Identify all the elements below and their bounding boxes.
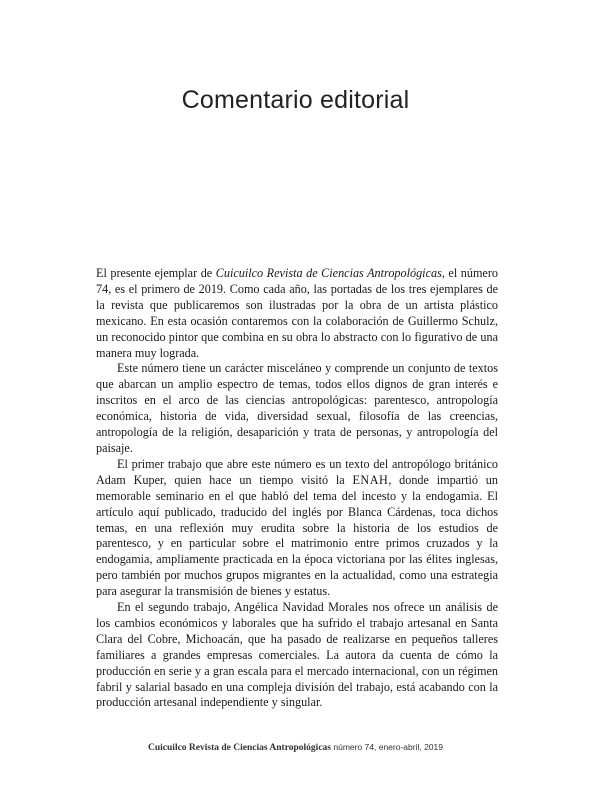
footer-issue-info: número 74, enero-abril, 2019 xyxy=(333,742,443,752)
enah-acronym: ENAH xyxy=(352,472,389,487)
paragraph-1-text-end: , el número 74, es el primero de 2019. Como cada año, las portadas de los tres ejemplares de la revista que publicaremos son ilustradas por la obra de un artista plástico mexicano. En esta ocasión contaremos con la colaboración de Guillermo Schulz, un reconocido pintor que combina en su obra lo abstracto con lo figurativo de una manera muy lograda. xyxy=(96,266,498,360)
paragraph-3-text-end: , donde impartió un memorable seminario en el que habló del tema del incesto y la endogamia. El artículo aquí publicado, traducido del inglés por Blanca Cárdenas, toca dichos temas, en una reflexión muy erudita sobre la historia de los estudios de parentesco, y en particular sobre el matrimonio entre primos cruzados y la endogamia, ampliamente practicada en la época victoriana por las élites inglesas, pero también por muchos grupos migrantes en la actualidad, como una estrategia para asegurar la transmisión de bienes y estatus. xyxy=(96,472,498,599)
footer-journal-name: Cuicuilco Revista de Ciencias Antropológicas xyxy=(148,743,331,753)
paragraph-1 xyxy=(96,266,498,361)
paragraph-3 xyxy=(96,457,498,600)
paragraph-4: En el segundo trabajo, Angélica Navidad Morales nos ofrece un análisis de los cambios económicos y laborales que ha sufrido el trabajo artesanal en Santa Clara del Cobre, Michoacán, que ha pasado de realizarse en pequeños talleres familiares a grandes empresas comerciales. La autora da cuenta de cómo la producción en serie y a gran escala para el mercado internacional, con un régimen fabril y salarial basado en una compleja división del trabajo, está acabando con la producción artesanal independiente y singular. xyxy=(96,600,498,710)
page-footer xyxy=(0,742,591,753)
editorial-body xyxy=(96,266,498,711)
paragraph-2: Este número tiene un carácter misceláneo y comprende un conjunto de textos que abarcan un amplio espectro de temas, todos ellos dignos de gran interés e inscritos en el arco de las ciencias antropológicas: parentesco, antropología económica, historia de vida, diversidad sexual, filosofía de las creencias, antropología de la religión, desaparición y trata de personas, y antropología del paisaje. xyxy=(96,361,498,455)
paragraph-3-text-start: El primer trabajo que abre este número es un texto del antropólogo británico Adam Kuper, quien hace un tiempo visitó la xyxy=(96,456,498,487)
paragraph-1-text-start: El presente ejemplar de xyxy=(96,266,216,280)
page-title: Comentario editorial xyxy=(181,86,410,114)
journal-name-italic: Cuicuilco Revista de Ciencias Antropológicas xyxy=(215,266,442,280)
